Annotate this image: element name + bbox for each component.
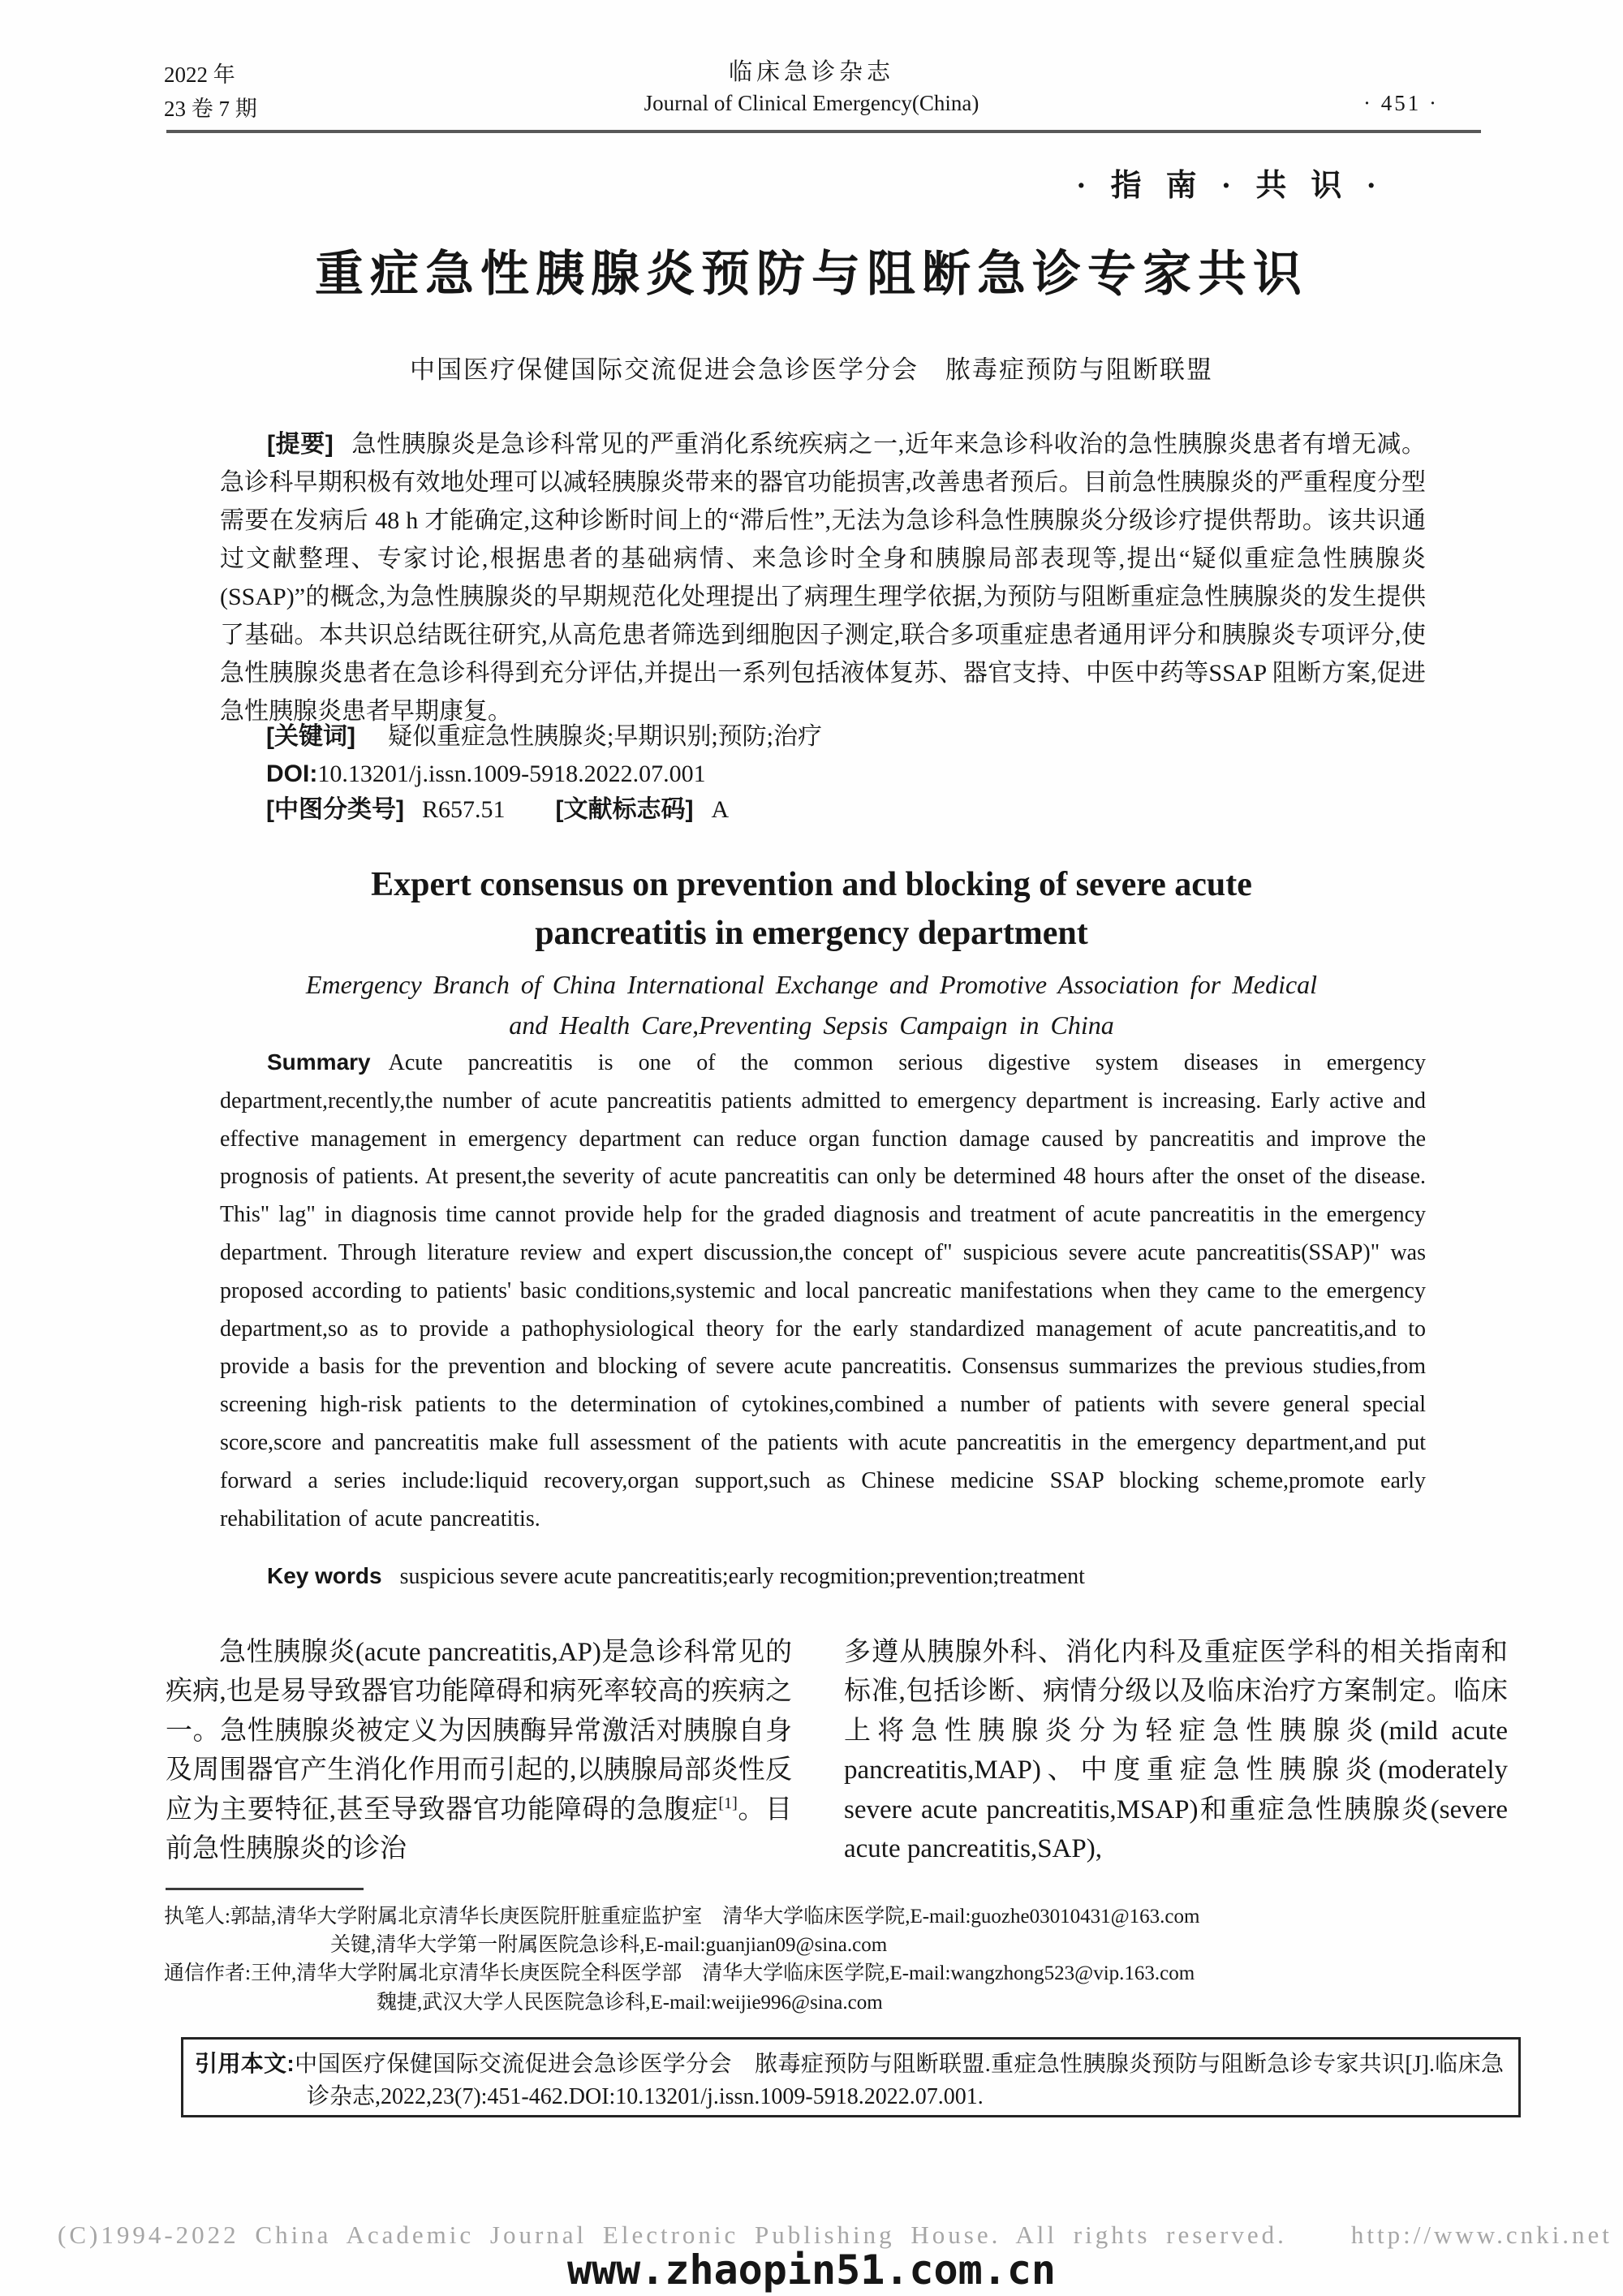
abstract-block-cn bbox=[220, 425, 1426, 730]
keywords-line-cn bbox=[220, 717, 1426, 756]
footnote-author-line: 执笔人:郭喆,清华大学附属北京清华长庚医院肝脏重症监护室 清华大学临床医学院,E-mail:guozhe03010431@163.com bbox=[164, 1906, 1200, 1928]
keywords-label-cn: [关键词] bbox=[266, 723, 355, 750]
article-affiliation-en-line1: Emergency Branch of China International Exchange and Promotive Association for Medical bbox=[305, 970, 1318, 999]
footnote-corresponding-line: 通信作者:王仲,清华大学附属北京清华长庚医院全科医学部 清华大学临床医学院,E-mail:wangzhong523@vip.163.com bbox=[164, 1962, 1195, 1985]
body-paragraph-left bbox=[166, 1633, 792, 1868]
citation-text-wrap bbox=[195, 2048, 1504, 2113]
body-column-left bbox=[166, 1633, 792, 1871]
doi-value: 10.13201/j.issn.1009-5918.2022.07.001 bbox=[317, 760, 706, 787]
doc-type-value: A bbox=[711, 796, 730, 823]
clc-line bbox=[220, 790, 1426, 829]
footnote-rule bbox=[166, 1888, 364, 1890]
article-title-en bbox=[0, 860, 1623, 958]
body-left-text: 急性胰腺炎(acute pancreatitis,AP)是急诊科常见的疾病,也是易导致器官功能障碍和病死率较高的疾病之一。急性胰腺炎被定义为因胰酶异常激活对胰腺自身及周围器官产生消化作用而引起的,以胰腺局部炎性反应为主要特征,甚至导致器官功能障碍的急腹症 bbox=[166, 1638, 792, 1824]
copyright-notice: (C)1994-2022 China Academic Journal Electronic Publishing House. All rights reserved. http://www.cnki.net bbox=[58, 2221, 1612, 2249]
doi-line bbox=[220, 755, 1426, 793]
doc-type-label: [文献标志码] bbox=[555, 796, 694, 823]
article-affiliation-cn: 中国医疗保健国际交流促进会急诊医学分会 脓毒症预防与阻断联盟 bbox=[410, 355, 1213, 384]
clc-label: [中图分类号] bbox=[266, 796, 404, 823]
clc-value: R657.51 bbox=[421, 796, 506, 823]
body-column-right bbox=[844, 1633, 1508, 1871]
footnote-corresponding-line: 魏捷,武汉大学人民医院急诊科,E-mail:weijie996@sina.com bbox=[377, 1991, 883, 2014]
keywords-text-cn: 疑似重症急性胰腺炎;早期识别;预防;治疗 bbox=[387, 723, 822, 750]
header-rule bbox=[166, 130, 1481, 133]
header-journal-title-cn: 临床急诊杂志 bbox=[728, 59, 894, 85]
article-affiliation-en bbox=[0, 964, 1623, 1045]
doi-label: DOI: bbox=[266, 760, 318, 787]
article-title-en-line1: Expert consensus on prevention and blocking of severe acute bbox=[371, 866, 1252, 903]
reference-marker: [1] bbox=[718, 1794, 738, 1812]
keywords-line-en bbox=[220, 1557, 1426, 1596]
watermark-text: www.zhaopin51.com.cn bbox=[566, 2246, 1057, 2294]
article-affiliation-en-line2: and Health Care,Preventing Sepsis Campaign in China bbox=[509, 1010, 1114, 1040]
citation-box bbox=[181, 2037, 1521, 2117]
citation-label: 引用本文: bbox=[195, 2051, 295, 2076]
summary-label-en: Summary bbox=[267, 1049, 371, 1075]
abstract-text-cn: 急性胰腺炎是急诊科常见的严重消化系统疾病之一,近年来急诊科收治的急性胰腺炎患者有增无减。急诊科早期积极有效地处理可以减轻胰腺炎带来的器官功能损害,改善患者预后。目前急性胰腺炎的严重程度分型需要在发病后 48 h 才能确定,这种诊断时间上的“滞后性”,无法为急诊科急性胰腺炎分级诊疗提供帮助。该共识通过文献整理、专家讨论,根据患者的基础病情、来急诊时全身和胰腺局部表现等,提出“疑似重症急性胰腺炎(SSAP)”的概念,为急性胰腺炎的早期规范化处理提出了病理生理学依据,为预防与阻断重症急性胰腺炎的发生提供了基础。本共识总结既往研究,从高危患者筛选到细胞因子测定,联合多项重症患者通用评分和胰腺炎专项评分,使急性胰腺炎患者在急诊科得到充分评估,并提出一系列包括液体复苏、器官支持、中医中药等SSAP 阻断方案,促进急性胰腺炎患者早期康复。 bbox=[220, 431, 1426, 725]
header-journal-title-en: Journal of Clinical Emergency(China) bbox=[644, 91, 979, 115]
section-label: ·指南·共识· bbox=[1076, 169, 1401, 203]
article-title-en-line2: pancreatitis in emergency department bbox=[535, 915, 1088, 952]
article-title-cn: 重症急性胰腺炎预防与阻断急诊专家共识 bbox=[315, 248, 1308, 301]
summary-text-en: Acute pancreatitis is one of the common serious digestive system diseases in emergency department,recently,the number of acute pancreatitis patients admitted to emergency department is increasing. Early active and effective management in emergency department can reduce organ function damage caused by pancreatitis and improve the prognosis of patients. At present,the severity of acute pancreatitis can only be determined 48 hours after the onset of the disease. This" lag" in diagnosis time cannot provide help for the graded diagnosis and treatment of acute pancreatitis in the emergency department. Through literature review and expert discussion,the concept of" suspicious severe acute pancreatitis(SSAP)" was proposed according to patients' basic conditions,systemic and local pancreatic manifestations when they came to the emergency department,so as to provide a pathophysiological theory for the early standardized management of acute pancreatitis,and to provide a basis for the prevention and blocking of severe acute pancreatitis. Consensus summarizes the previous studies,from screening high-risk patients to the determination of cytokines,combined a number of patients with severe general special score,score and pancreatitis make full assessment of the patients with acute pancreatitis in the emergency department,and put forward a series include:liquid recovery,organ support,such as Chinese medicine SSAP blocking scheme,promote early rehabilitation of acute pancreatitis. bbox=[220, 1050, 1426, 1531]
abstract-label-cn: [提要] bbox=[267, 431, 334, 458]
footnotes bbox=[164, 1902, 1511, 2017]
keywords-text-en: suspicious severe acute pancreatitis;early recogmition;prevention;treatment bbox=[399, 1564, 1085, 1589]
body-paragraph-right: 多遵从胰腺外科、消化内科及重症医学科的相关指南和标准,包括诊断、病情分级以及临床治疗方案制定。临床上将急性胰腺炎分为轻症急性胰腺炎(mild acute pancreatitis,MAP)、中度重症急性胰腺炎(moderately severe acute pancreatitis,MSAP)和重症急性胰腺炎(severe acute pancreatitis,SAP), bbox=[844, 1638, 1508, 1864]
header-volume-issue: 23 卷 7 期 bbox=[164, 97, 257, 121]
header-year: 2022 年 bbox=[164, 62, 235, 87]
summary-block-en bbox=[220, 1044, 1426, 1578]
body-left-text-after-ref: 。目前急性胰腺炎的诊治 bbox=[166, 1794, 792, 1864]
keywords-label-en: Key words bbox=[267, 1563, 382, 1588]
footnote-author-line: 关键,清华大学第一附属医院急诊科,E-mail:guanjian09@sina.com bbox=[330, 1934, 888, 1957]
summary-paragraph-en bbox=[220, 1044, 1426, 1578]
citation-text: 中国医疗保健国际交流促进会急诊医学分会 脓毒症预防与阻断联盟.重症急性胰腺炎预防与阻断急诊专家共识[J].临床急诊杂志,2022,23(7):451-462.DOI:10.13201/j.issn.1009-5918.2022.07.001. bbox=[294, 2052, 1504, 2109]
header-page-number: · 451 · bbox=[1363, 91, 1439, 115]
abstract-paragraph-cn bbox=[220, 425, 1426, 730]
